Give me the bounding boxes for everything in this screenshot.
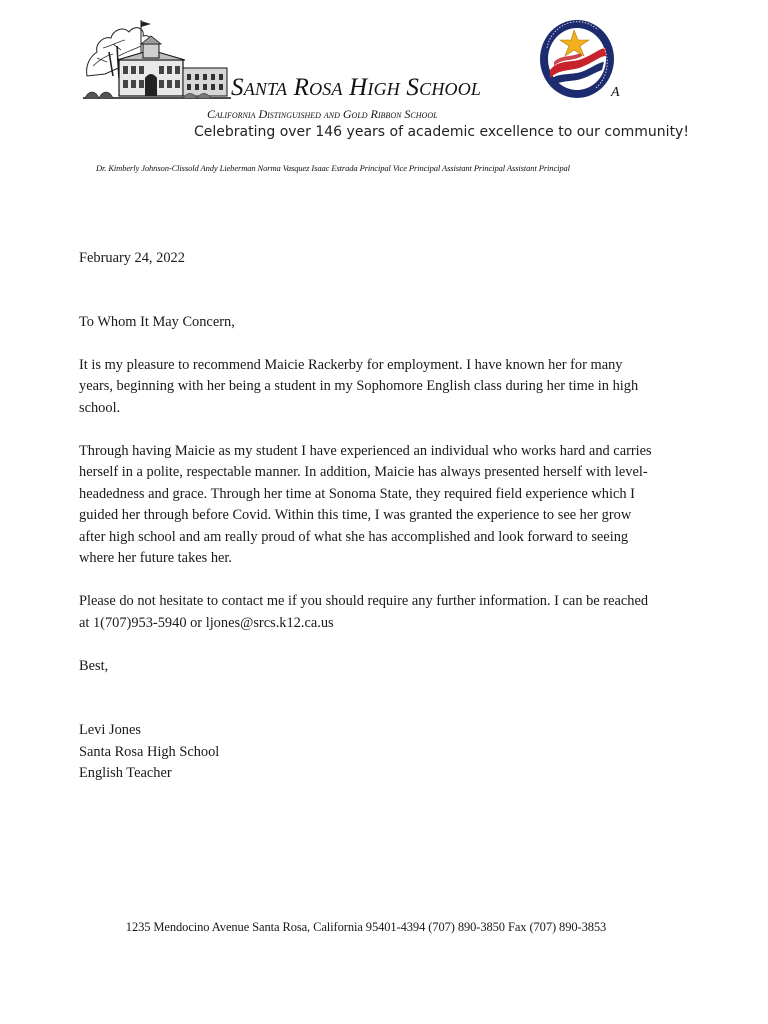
letter-closing: Best, — [79, 657, 109, 674]
letter-salutation: To Whom It May Concern, — [79, 313, 235, 330]
letter-body — [79, 248, 654, 785]
school-building-logo — [83, 16, 231, 102]
signature-title: English Teacher — [79, 765, 172, 781]
school-tagline: Celebrating over 146 years of academic excellence to our community! — [194, 124, 689, 140]
footer-address-line — [0, 920, 768, 935]
administration-staff-line: Dr. Kimberly Johnson-Clissold Andy Lieberman Norma Vasquez Isaac Estrada Principal Vice Principal Assistant Principal Assistant Principal — [96, 163, 570, 173]
letter-paragraph: Through having Maicie as my student I have experienced an individual who works hard and carries herself in a polite, respectable manner. In addition, Maicie has always presented herself with level-headedness and grace. Through her time at Sonoma State, they required field experience which I guided her through before Covid. Within this time, I was granted the experience to see her grow after high school and am really proud of what she has accomplished and look forward to seeing where her future takes her. — [79, 442, 652, 566]
letterhead-trailing-letter: A — [611, 85, 620, 100]
letter-paragraph: It is my pleasure to recommend Maicie Rackerby for employment. I have known her for many years, beginning with her being a student in my Sophomore English class during her time in high school. — [79, 356, 639, 416]
signature-school: Santa Rosa High School — [79, 743, 220, 760]
signature-name: Levi Jones — [79, 722, 141, 738]
footer-address: 1235 Mendocino Avenue Santa Rosa, California 95401-4394 (707) 890-3850 Fax (707) 890-3853 — [125, 920, 607, 934]
letter-date: February 24, 2022 — [79, 250, 185, 266]
school-name-heading: Santa Rosa High School — [231, 74, 482, 101]
california-distinguished-school-seal-icon — [538, 18, 616, 100]
school-distinction: California Distinguished and Gold Ribbon School — [207, 107, 438, 121]
letter-paragraph: Please do not hesitate to contact me if you should require any further information. I can be reached at 1(707)953-5940 or ljones@srcs.k12.ca.us — [79, 593, 649, 631]
